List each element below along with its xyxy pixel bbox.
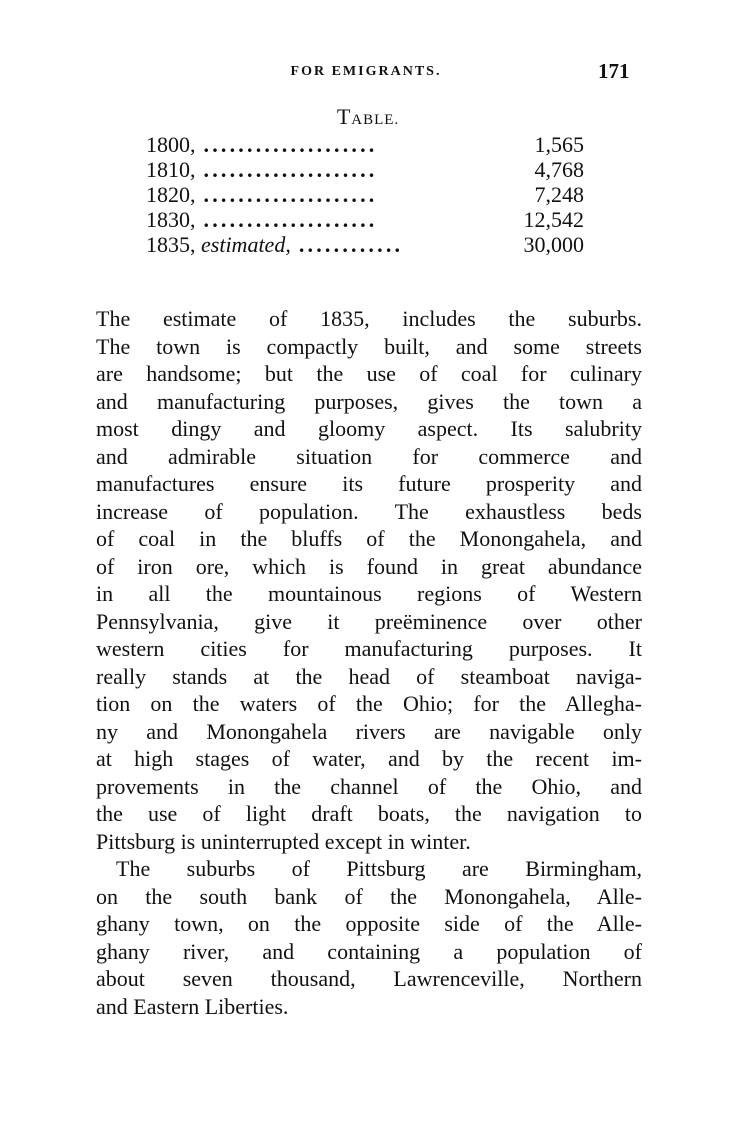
year: 1835, estimated,	[146, 232, 291, 257]
text-line: manufactures ensure its future prosperity and	[96, 471, 642, 496]
population-value: 7,248	[534, 182, 584, 207]
text-line: in all the mountainous regions of Western	[96, 581, 642, 606]
text-line: on the south bank of the Monongahela, Alle-	[96, 883, 642, 909]
text-line: tion on the waters of the Ohio; for the Allegha-	[96, 691, 642, 716]
year: 1800,	[146, 132, 196, 157]
population-value: 12,542	[523, 207, 584, 232]
text-line: ny and Monongahela rivers are navigable only	[96, 718, 642, 744]
table-row	[146, 132, 584, 157]
table-row	[146, 157, 584, 182]
text-line: Pittsburg is uninterrupted except in winter.	[96, 828, 471, 854]
table-title-rest: ABLE.	[351, 112, 400, 128]
table-row	[146, 232, 584, 257]
table-title	[268, 106, 468, 128]
table-title-initial: T	[336, 104, 352, 129]
text-line: The estimate of 1835, includes the suburbs.	[96, 306, 642, 331]
leader-dots: ....................	[203, 207, 378, 232]
year: 1810,	[146, 157, 196, 182]
text-line: increase of population. The exhaustless beds	[96, 498, 642, 524]
population-value: 30,000	[523, 232, 584, 257]
text-line: are handsome; but the use of coal for culinary	[96, 361, 642, 386]
year: 1830,	[146, 207, 196, 232]
leader-dots: ....................	[203, 132, 378, 157]
text-line: The suburbs of Pittsburg are Birmingham,	[116, 856, 642, 881]
text-line: most dingy and gloomy aspect. Its salubrity	[96, 416, 642, 441]
leader-dots: ............	[298, 232, 404, 257]
text-line: ghany river, and containing a population of	[96, 938, 642, 964]
text-line: at high stages of water, and by the recent im-	[96, 746, 642, 771]
text-line: the use of light draft boats, the navigation to	[96, 801, 642, 826]
running-title: FOR EMIGRANTS.	[290, 64, 442, 79]
text-line: of iron ore, which is found in great abundance	[96, 553, 642, 579]
text-line: and Eastern Liberties.	[96, 993, 289, 1019]
year: 1820,	[146, 182, 196, 207]
population-value: 1,565	[534, 132, 584, 157]
table-row	[146, 182, 584, 207]
text-line: ghany town, on the opposite side of the Alle-	[96, 911, 642, 936]
text-line: of coal in the bluffs of the Monongahela, and	[96, 526, 642, 551]
text-line: about seven thousand, Lawrenceville, Northern	[96, 966, 642, 991]
population-table	[146, 132, 584, 257]
body-text	[96, 305, 642, 1020]
text-line: Pennsylvania, give it preëminence over other	[96, 608, 642, 634]
text-line: provements in the channel of the Ohio, and	[96, 773, 642, 799]
leader-dots: ....................	[203, 157, 378, 182]
leader-dots: ....................	[203, 182, 378, 207]
page-number: 171	[598, 59, 630, 83]
text-line: western cities for manufacturing purposes. It	[96, 636, 642, 661]
text-line: The town is compactly built, and some streets	[96, 333, 642, 359]
text-line: really stands at the head of steamboat naviga-	[96, 663, 642, 689]
population-value: 4,768	[534, 157, 584, 182]
text-line: and manufacturing purposes, gives the town a	[96, 388, 642, 414]
table-row	[146, 207, 584, 232]
year-note: estimated,	[201, 232, 291, 257]
text-line: and admirable situation for commerce and	[96, 443, 642, 469]
